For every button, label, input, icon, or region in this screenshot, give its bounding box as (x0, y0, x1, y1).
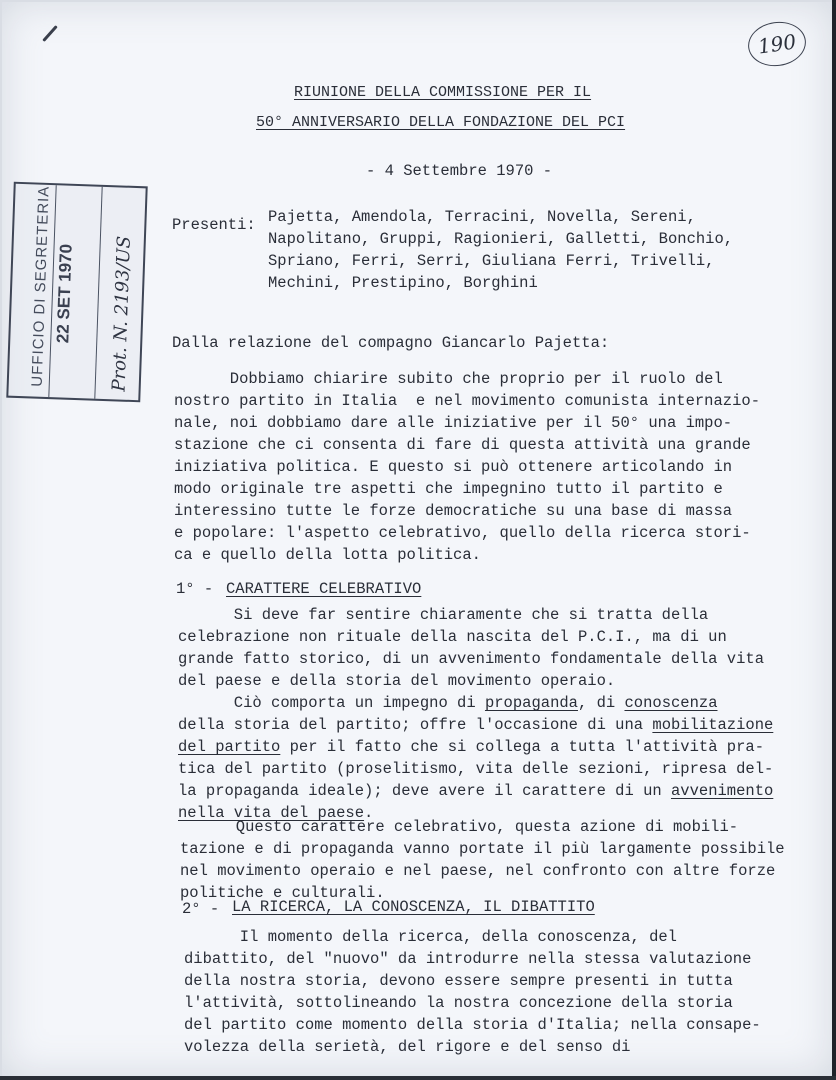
section-1-line: tazione e di propaganda vanno portate il più largamente possibile (180, 840, 785, 858)
section-2-line: del partito come momento della storia d'Italia; nella consape- (184, 1016, 761, 1034)
intro-line: stazione che ci consenta di fare di questa attività una grande (174, 436, 751, 454)
underlined-text: conoscenza (624, 694, 718, 712)
intro-line: Dobbiamo chiarire subito che proprio per il ruolo del (174, 370, 723, 388)
intro-line: interessino tutte le forze democratiche su una base di massa (174, 502, 733, 520)
presenti-line: Mechini, Prestipino, Borghini (268, 274, 538, 292)
underlined-text: del partito (178, 738, 281, 756)
section-1-line: celebrazione non rituale della nascita del P.C.I., ma di un (178, 628, 727, 646)
stamp-divider (94, 187, 102, 399)
section-1-line (178, 738, 764, 756)
presenti-label: Presenti: (172, 216, 256, 234)
section-2-line: volezza della serietà, del rigore e del senso di (184, 1038, 631, 1056)
section-1-line: politiche e culturali. (180, 884, 385, 902)
underlined-text: avvenimento (670, 782, 774, 800)
scan-edge (832, 0, 836, 1080)
section-1-line (178, 782, 773, 800)
section-1-heading: CARATTERE CELEBRATIVO (226, 580, 422, 598)
stamp-date: 22 SET 1970 (53, 243, 76, 344)
relazione-heading: Dalla relazione del compagno Giancarlo Pajetta: (172, 334, 610, 352)
title-line-2: 50° ANNIVERSARIO DELLA FONDAZIONE DEL PCI (256, 114, 626, 131)
text: . (364, 804, 374, 822)
section-1-line: Si deve far sentire chiaramente che si tratta della (178, 606, 709, 624)
section-1-line (178, 716, 773, 734)
stamp-protocol: Prot. N. 2193/US (108, 235, 135, 392)
section-2-line: della nostra storia, devono essere sempre presenti in tutta (184, 972, 733, 990)
text: della storia del partito; offre l'occasione di una (178, 716, 653, 734)
presenti-line: Pajetta, Amendola, Terracini, Novella, Sereni, (268, 208, 696, 226)
section-2-line: l'attività, sottolineando la nostra concezione della storia (184, 994, 733, 1012)
section-2-number: 2° - (182, 900, 220, 918)
text: , di (577, 694, 625, 712)
section-1-line: del paese e della storia del movimento operaio. (178, 672, 616, 690)
intro-line: modo originale tre aspetti che impegnino tutto il partito e (174, 480, 723, 498)
presenti-line: Napolitano, Gruppi, Ragionieri, Galletti, Bonchio, (268, 230, 734, 248)
page-number: 190 (745, 18, 809, 70)
section-1-line: Questo carattere celebrativo, questa azione di mobili- (180, 818, 739, 836)
section-2-line: Il momento della ricerca, della conoscenza, del (184, 928, 677, 946)
received-stamp (6, 182, 147, 403)
section-1-number: 1° - (176, 580, 214, 598)
pen-mark (42, 25, 58, 42)
meeting-date: - 4 Settembre 1970 - (366, 162, 553, 180)
scan-edge (0, 1076, 836, 1080)
intro-line: nostro partito in Italia e nel movimento comunista internazio- (174, 392, 760, 410)
underlined-text: mobilitazione (652, 716, 774, 734)
intro-line: iniziativa politica. E questo si può ottenere articolando in (174, 458, 733, 476)
underlined-text: propaganda (484, 694, 578, 712)
text: Ciò comporta un impegno di (178, 694, 485, 712)
stamp-office: UFFICIO DI SEGRETERIA (28, 185, 53, 387)
section-1-line: nel movimento operaio e nel paese, nel confronto con altre forze (180, 862, 776, 880)
text: per il fatto che si collega a tutta l'attività pra- (280, 738, 765, 756)
section-1-line: tica del partito (proselitismo, vita delle sezioni, ripresa del- (178, 760, 774, 778)
intro-line: ca e quello della lotta politica. (174, 546, 481, 564)
document-page (2, 2, 832, 1076)
intro-line: nale, noi dobbiamo dare alle iniziative per il 50° una impo- (174, 414, 733, 432)
intro-line: e popolare: l'aspetto celebrativo, quello della ricerca stori- (174, 524, 751, 542)
section-2-line: dibattito, del "nuovo" da introdurre nella stessa valutazione (184, 950, 752, 968)
section-1-line (178, 694, 718, 712)
underlined-text: nella vita del paese (178, 804, 365, 822)
section-2-heading: LA RICERCA, LA CONOSCENZA, IL DIBATTITO (232, 898, 595, 916)
section-1-line: grande fatto storico, di un avvenimento fondamentale della vita (178, 650, 764, 668)
title-line-1: RIUNIONE DELLA COMMISSIONE PER IL (294, 84, 592, 101)
text: la propaganda ideale); deve avere il carattere di un (178, 782, 671, 800)
presenti-line: Spriano, Ferri, Serri, Giuliana Ferri, Trivelli, (268, 252, 715, 270)
